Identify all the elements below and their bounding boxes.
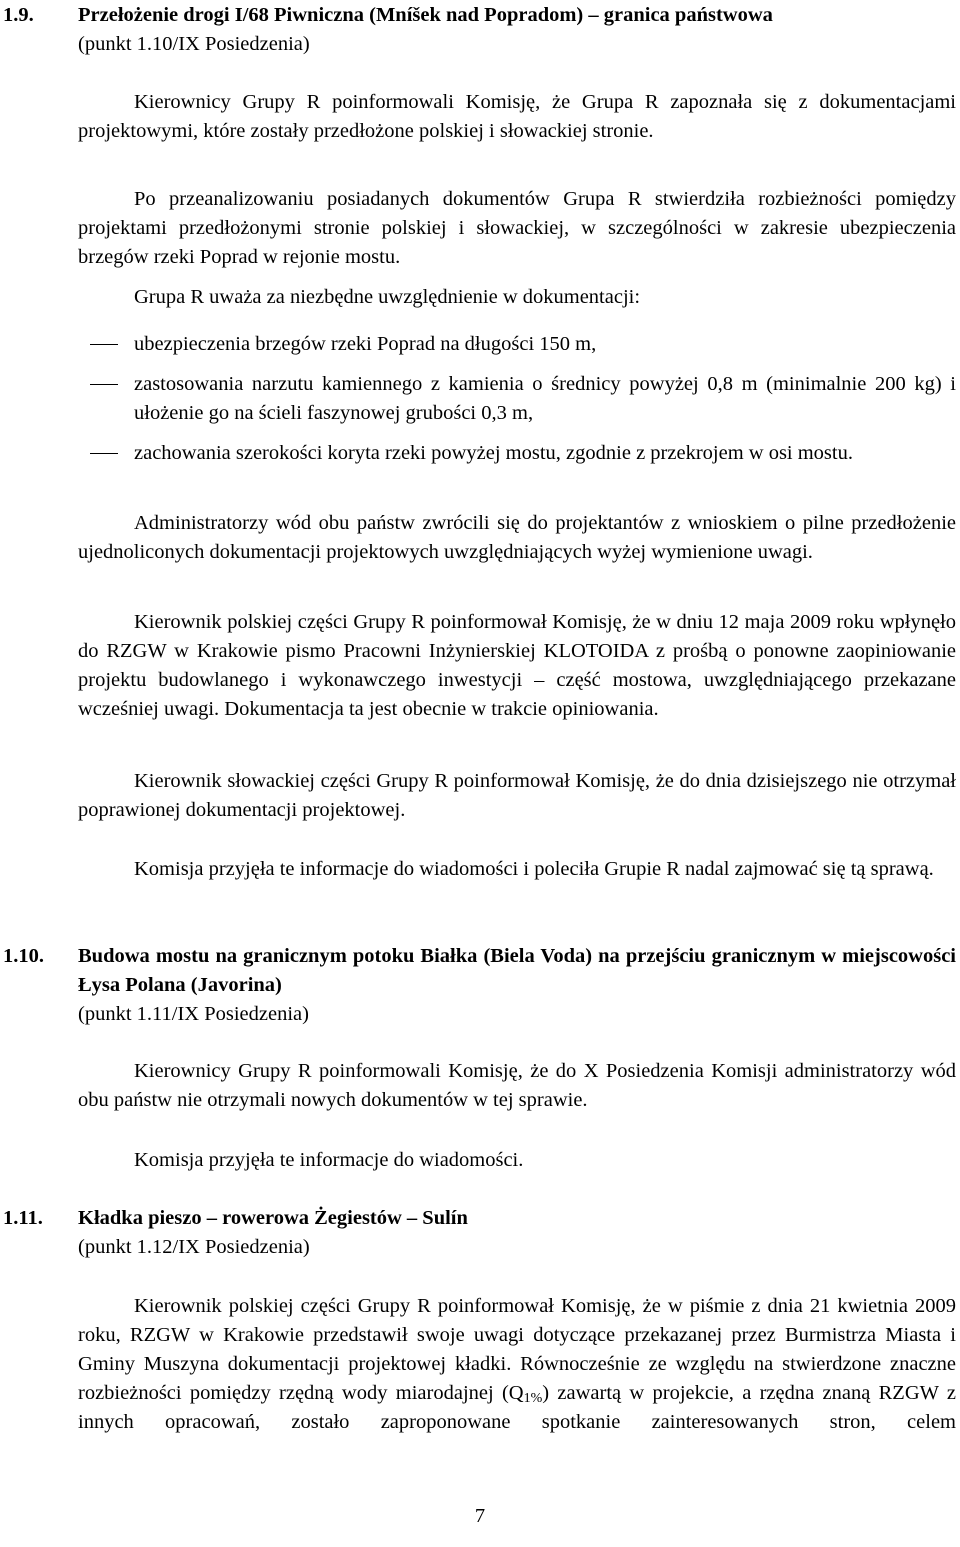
section-title (78, 942, 956, 1029)
list-item-text: ubezpieczenia brzegów rzeki Poprad na długości 150 m, (134, 333, 597, 355)
dash-bullet-icon (90, 453, 118, 454)
section-number: 1.9. (3, 4, 34, 26)
paragraph: Administratorzy wód obu państw zwrócili się do projektantów z wnioskiem o pilne przedłożenie ujednoliconych dokumentacji projektowych uwzględniających wyżej wymienione uwagi. (78, 512, 956, 563)
section-title (78, 1, 956, 59)
section-title (78, 1204, 956, 1262)
paragraph-text: Kierownik polskiej części Grupy R poinformował Komisję, że w piśmie z dnia 21 kwietnia 2009 roku, RZGW w Krakowie przedstawił swoje uwagi dotyczące przekazanej przez Burmistrza Miasta i Gminy Muszyna dokumentacji projektowej kładki. Równocześnie ze względu na stwierdzone znaczne rozbieżności pomiędzy rzędną wody miarodajnej (Q (78, 1295, 956, 1404)
paragraph: Po przeanalizowaniu posiadanych dokumentów Grupa R stwierdziła rozbieżności pomiędzy projektami przedłożonymi stronie polskiej i słowackiej, w szczególności w zakresie ubezpieczenia brzegów rzeki Poprad w rejonie mostu. (78, 188, 956, 268)
list-item-text: zachowania szerokości koryta rzeki powyżej mostu, zgodnie z przekrojem w osi mostu. (134, 442, 853, 464)
paragraph: Kierownicy Grupy R poinformowali Komisję, że do X Posiedzenia Komisji administratorzy wód obu państw nie otrzymali nowych dokumentów w tej sprawie. (78, 1060, 956, 1111)
section-number: 1.11. (3, 1207, 43, 1229)
page-number: 7 (474, 1505, 486, 1527)
paragraph: Kierownicy Grupy R poinformowali Komisję, że Grupa R zapoznała się z dokumentacjami projektowymi, które zostały przedłożone polskiej i słowackiej stronie. (78, 91, 956, 142)
section-title-text: Kładka pieszo – rowerowa Żegiestów – Sulín (78, 1207, 468, 1229)
section-title-text: Budowa mostu na granicznym potoku Białka (Biela Voda) na przejściu granicznym w miejscowości Łysa Polana (Javorina) (78, 945, 956, 996)
section-reference: (punkt 1.10/IX Posiedzenia) (78, 33, 310, 55)
subscript: 1% (523, 1391, 543, 1406)
section-title-text: Przełożenie drogi I/68 Piwniczna (Mníšek nad Popradom) – granica państwowa (78, 4, 773, 26)
paragraph: Kierownik słowackiej części Grupy R poinformował Komisję, że do dnia dzisiejszego nie otrzymał poprawionej dokumentacji projektowej. (78, 770, 956, 821)
paragraph-text: ) zawartą w projekcie, a rzędna znaną RZGW z innych opracowań, zostało zaproponowane spotkanie zainteresowanych stron, celem (78, 1382, 956, 1433)
paragraph: Kierownik polskiej części Grupy R poinformował Komisję, że w dniu 12 maja 2009 roku wpłynęło do RZGW w Krakowie pismo Pracowni Inżynierskiej KLOTOIDA z prośbą o ponowne zaopiniowanie projektu budowlanego i wykonawczego inwestycji – część mostowa, uwzględniającego przekazane wcześniej uwagi. Dokumentacja ta jest obecnie w trakcie opiniowania. (78, 611, 956, 720)
section-reference: (punkt 1.11/IX Posiedzenia) (78, 1003, 309, 1025)
paragraph: Komisja przyjęła te informacje do wiadomości. (134, 1149, 524, 1171)
list-item-text: zastosowania narzutu kamiennego z kamienia o średnicy powyżej 0,8 m (minimalnie 200 kg) i ułożenie go na ścieli faszynowej grubości 0,3 m, (134, 373, 956, 424)
paragraph: Grupa R uważa za niezbędne uwzględnienie w dokumentacji: (134, 286, 641, 308)
dash-bullet-icon (90, 384, 118, 385)
paragraph (78, 1292, 956, 1437)
section-number: 1.10. (3, 945, 44, 967)
paragraph: Komisja przyjęła te informacje do wiadomości i poleciła Grupie R nadal zajmować się tą sprawą. (134, 858, 934, 880)
section-reference: (punkt 1.12/IX Posiedzenia) (78, 1236, 310, 1258)
dash-bullet-icon (90, 344, 118, 345)
